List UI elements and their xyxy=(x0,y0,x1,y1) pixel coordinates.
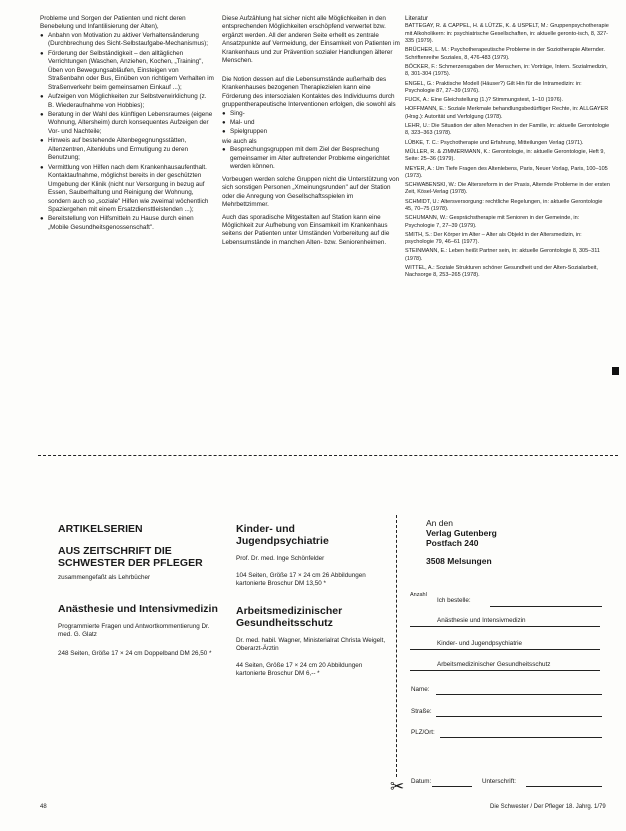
ad-middle-column xyxy=(236,523,386,679)
dashed-cut-line xyxy=(38,455,618,456)
article-column-1 xyxy=(40,15,214,233)
date-field[interactable] xyxy=(432,778,472,787)
reference-item: FUCK, A.: Eine Gleichstellung (1.)? Stimmungstest, 1–10 (1976). xyxy=(405,97,564,104)
plz-label: PLZ/Ort: xyxy=(411,729,435,736)
name-label: Name: xyxy=(411,686,430,693)
article-end-mark xyxy=(612,367,619,375)
signature-field[interactable] xyxy=(526,778,602,787)
name-field[interactable] xyxy=(436,686,602,695)
street-field[interactable] xyxy=(436,708,602,717)
bullet-item: ● Mal- und xyxy=(222,119,400,127)
col2-paragraph: Diese Aufzählung hat sicher nicht alle Möglichkeiten in den entsprechenden Möglichkeiten erschöpfend verwertet bzw. ergänzt werden. All der anderen Seite erhellt es zentrale Ansatzpunkte auf Vermeidung, der Einsamkeit von Patienten im Krankenhaus und zur Prävention sozialer Handlungen älterer Menschen. xyxy=(222,15,400,65)
reference-item: BATTEGAY, R. & CAPPEL, H. & LÜTZE, K. & USPELT, M.: Gruppenpsychotherapie mit Alkoholikern: in: psychiatrische Gesellschaften, in: aktuelle geronto-isch, 8, 327-335 (1979). xyxy=(405,23,609,45)
bullet-item: ● Aufzeigen von Möglichkeiten zur Selbstverwirklichung (z. B. Wiederaufnahme von Hobbies); xyxy=(40,93,214,110)
bullet-item: ● Förderung der Selbständigkeit – den alltäglichen Verrichtungen (Waschen, Anziehen, Kochen, „Training", Üben von Bewegungsabläufen, Einsteigen von Straßenbahn oder Bus, Einüben von richtigem Verhalten im Straßenverkehr beim gemeinsamen Einkauf ...); xyxy=(40,50,214,92)
quantity-label: Anzahl xyxy=(410,592,427,598)
address-line: Verlag Gutenberg xyxy=(426,528,497,538)
bullet-item: ● Beratung in der Wahl des künftigen Lebensraumes (eigene Wohnung, Altersheim) durch konsequentes Aufzeigen der Vor- und Nachteile; xyxy=(40,111,214,136)
book2-author: Prof. Dr. med. Inge Schönfelder xyxy=(236,555,325,562)
address-line: Postfach 240 xyxy=(426,538,479,548)
reference-item: HOFFMANN, E.: Soziale Merkmale behandlungsbedürftiger Rechte, in: ALLGAYER (Hrsg.): Autorität und Verfolgung (1978). xyxy=(405,106,609,120)
plz-field[interactable] xyxy=(440,729,602,738)
option-book2[interactable]: Kinder- und Jugendpsychiatrie xyxy=(437,640,523,647)
bullet-item: ● Anbahn von Motivation zu aktiver Verhaltensänderung (Durchbrechung des Sicht-Selbstaufgabe-Mechanismus); xyxy=(40,32,214,49)
page-number: 48 xyxy=(40,804,47,810)
reference-item: BRÜCHER, L. M.: Psychotherapeutische Probleme in der Soziotherapie Alternder. Schriftenreihe Soziales, 8, 476-483 (1979). xyxy=(405,47,605,61)
book1-price: 248 Seiten, Größe 17 × 24 cm Doppelband DM 26,50 * xyxy=(58,649,212,657)
reference-item: WITTEL, A.: Soziale Strukturen schöner Gesundheit und der Alten-Sozialarbeit, Nachsorge 8, 253–265 (1978). xyxy=(405,265,598,279)
date-label: Datum: xyxy=(411,778,432,785)
references-list xyxy=(405,23,610,279)
option-book1-line xyxy=(410,626,600,627)
references-column xyxy=(405,15,610,282)
reference-item: BÖCKER, F.: Schmerzensgaben der Menschen, in: Vorträge, Intern. Sozialmedizin, 8, 301-304 (1975). xyxy=(405,63,608,78)
journal-footer: Die Schwester / Der Pfleger 18. Jahrg. 1/79 xyxy=(490,804,606,810)
order-line-field[interactable] xyxy=(490,598,602,607)
bullet-item: ● Vermittlung von Hilfen nach dem Krankenhausaufenthalt. Kontaktaufnahme, möglichst bereits in der geschützten Umgebung der Klinik (nicht nur Versorgung in bezug auf Essen, Sauberhaltung und Reinigung der Wohnung, sondern auch so „soziale" Hilfen wie zweimal wöchentlich Spaziergehen mit einem Ersatzdiensttleistenden ...); xyxy=(40,164,214,215)
book1-title: Anästhesie und Intensivmedizin xyxy=(58,602,218,615)
reference-item: LÜBKE, T. C.: Psychotherapie und Erfahrung, Mitteilungen Verlag (1971). xyxy=(405,139,584,146)
ad-series-subtitle: AUS ZEITSCHRIFT DIE SCHWESTER DER PFLEGER xyxy=(58,545,203,569)
col2-connector: wie auch als xyxy=(222,137,257,145)
col1-bullet-list xyxy=(40,32,214,232)
street-label: Straße: xyxy=(411,708,432,715)
book3-price: 44 Seiten, Größe 17 × 24 cm 20 Abbildungen kartonierte Broschur DM 6,-- * xyxy=(236,661,363,677)
reference-item: MEYER, A.: Um Tiefe Fragen des Altenlebens, Paris, Neuer Vorlag, Paris, 100–105 (1973). xyxy=(405,165,608,179)
signature-label: Unterschrift: xyxy=(482,778,516,785)
option-book2-line xyxy=(410,649,600,650)
ad-series-title: ARTIKELSERIEN xyxy=(58,523,143,535)
col2-bullet-list-b xyxy=(222,146,400,171)
col2-paragraph: Die Notion dessen auf die Lebensumstände außerhalb des Krankenhauses bezogenen Therapiezielen kann eine Förderung des intersozialen Kontaktes des Individuums durch gruppentherapeutische Interventionen erfolgen, die sowohl als xyxy=(222,75,396,109)
reference-item: SCHWABENSKI, W.: Die Altersreform in der Praxis, Alternde Probleme in der ersten Zeit, Kösel-Verlag (1978). xyxy=(405,182,610,196)
col2-bullet-list-a xyxy=(222,110,400,137)
reference-item: SMITH, S.: Der Körper im Alter – Alter als Objekt in der Altersmedizin, in: psychologie 79, 46–61 (1977). xyxy=(405,231,582,246)
option-book3[interactable]: Arbeitsmedizinischer Gesundheitsschutz xyxy=(437,661,551,668)
address-line: An den xyxy=(426,518,453,528)
scissors-icon: ✂ xyxy=(390,777,405,796)
bullet-item: ● Sing- xyxy=(222,110,400,118)
bullet-item: ● Hinweis auf bestehende Altenbegegnungsstätten, Altenzentren, Altenklubs und Ermutigung zu deren Benutzung; xyxy=(40,137,214,162)
reference-item: LEHR, U.: Die Situation der alten Menschen in der Familie, in: aktuelle Gerontologie 8, 323–363 (1978). xyxy=(405,123,610,137)
book2-title: Kinder- und Jugendpsychiatrie xyxy=(236,523,329,547)
references-heading: Literatur xyxy=(405,15,429,22)
reference-item: SCHMIDT, U.: Altersversorgung: rechtliche Regelungen, in: aktuelle Gerontologie 45, 70–75 (1978). xyxy=(405,198,603,212)
bullet-item: ● Bereitstellung von Hilfsmitteln zu Hause durch einen „Mobile Gesundheitsgenossenschaft". xyxy=(40,215,214,232)
bullet-item: ● Besprechungsgruppen mit dem Ziel der Besprechung gemeinsamer im Alter auftretender Probleme eingerichtet werden können. xyxy=(222,146,400,171)
book3-title: Arbeitsmedizinischer Gesundheitsschutz xyxy=(236,604,343,629)
ad-left-column xyxy=(58,523,218,658)
reference-item: ENGEL, G.: Praktische Modell (Häuser?) Gilt Hin für die Intramedizin: in: Psychologie 87, 27–39 (1976). xyxy=(405,80,582,94)
book2-price: 104 Seiten, Größe 17 × 24 cm 26 Abbildungen kartonierte Broschur DM 13,50 * xyxy=(236,571,366,587)
article-column-2 xyxy=(222,15,400,247)
dashed-cut-line-vertical xyxy=(396,515,397,777)
col1-top-text: Probleme und Sorgen der Patienten und nicht deren Benebelung und Infantilisierung der Alten), xyxy=(40,15,186,31)
address-line: 3508 Melsungen xyxy=(426,556,492,566)
book3-author: Dr. med. habil. Wagner, Ministerialrat Christa Weigelt, Oberarzt-Ärztin xyxy=(236,636,386,652)
bullet-item: ● Spielgruppen xyxy=(222,128,400,136)
reference-item: STEINMANN, E.: Leben heißt Partner sein, in: aktuelle Gerontologie 8, 305–311 (1978). xyxy=(405,248,600,262)
col2-paragraph: Vorbeugen werden solche Gruppen nicht die Unterstützung von sich sonstigen Personen „Xmeinungsrunden" auf der Station oder die Anregung von Gesellschaftsspielen im Mehrbettzimmer. xyxy=(222,175,400,209)
option-book1[interactable]: Anästhesie und Intensivmedizin xyxy=(437,617,526,624)
reference-item: SCHUMANN, W.: Gesprächstherapie mit Senioren in der Gemeinde, in: Psychologie 7, 27–39 (1979). xyxy=(405,215,580,229)
option-book3-line xyxy=(410,670,600,671)
col2-paragraph: Auch das sporadische Mitgestalten auf Station kann eine Möglichkeit zur Aufhebung von Einsamkeit im Krankenhaus seitens der Patienten unter Umständen Vorbereitung auf die Lebensumstände in manchen Alten- bzw. Seniorenheimen. xyxy=(222,213,390,246)
reference-item: MÜLLER, R. & ZIMMERMANN, K.: Gerontologie, in: aktuelle Gerontologie, Heft 9, Seite: 25–36 (1979). xyxy=(405,148,605,163)
order-line-label: Ich bestelle: xyxy=(437,597,471,604)
publisher-address xyxy=(426,518,596,566)
book1-description: Programmierte Fragen und Antwortkommentierung Dr. med. G. Glatz xyxy=(58,622,210,638)
ad-series-note: zusammengefaßt als Lehrbücher xyxy=(58,574,151,581)
